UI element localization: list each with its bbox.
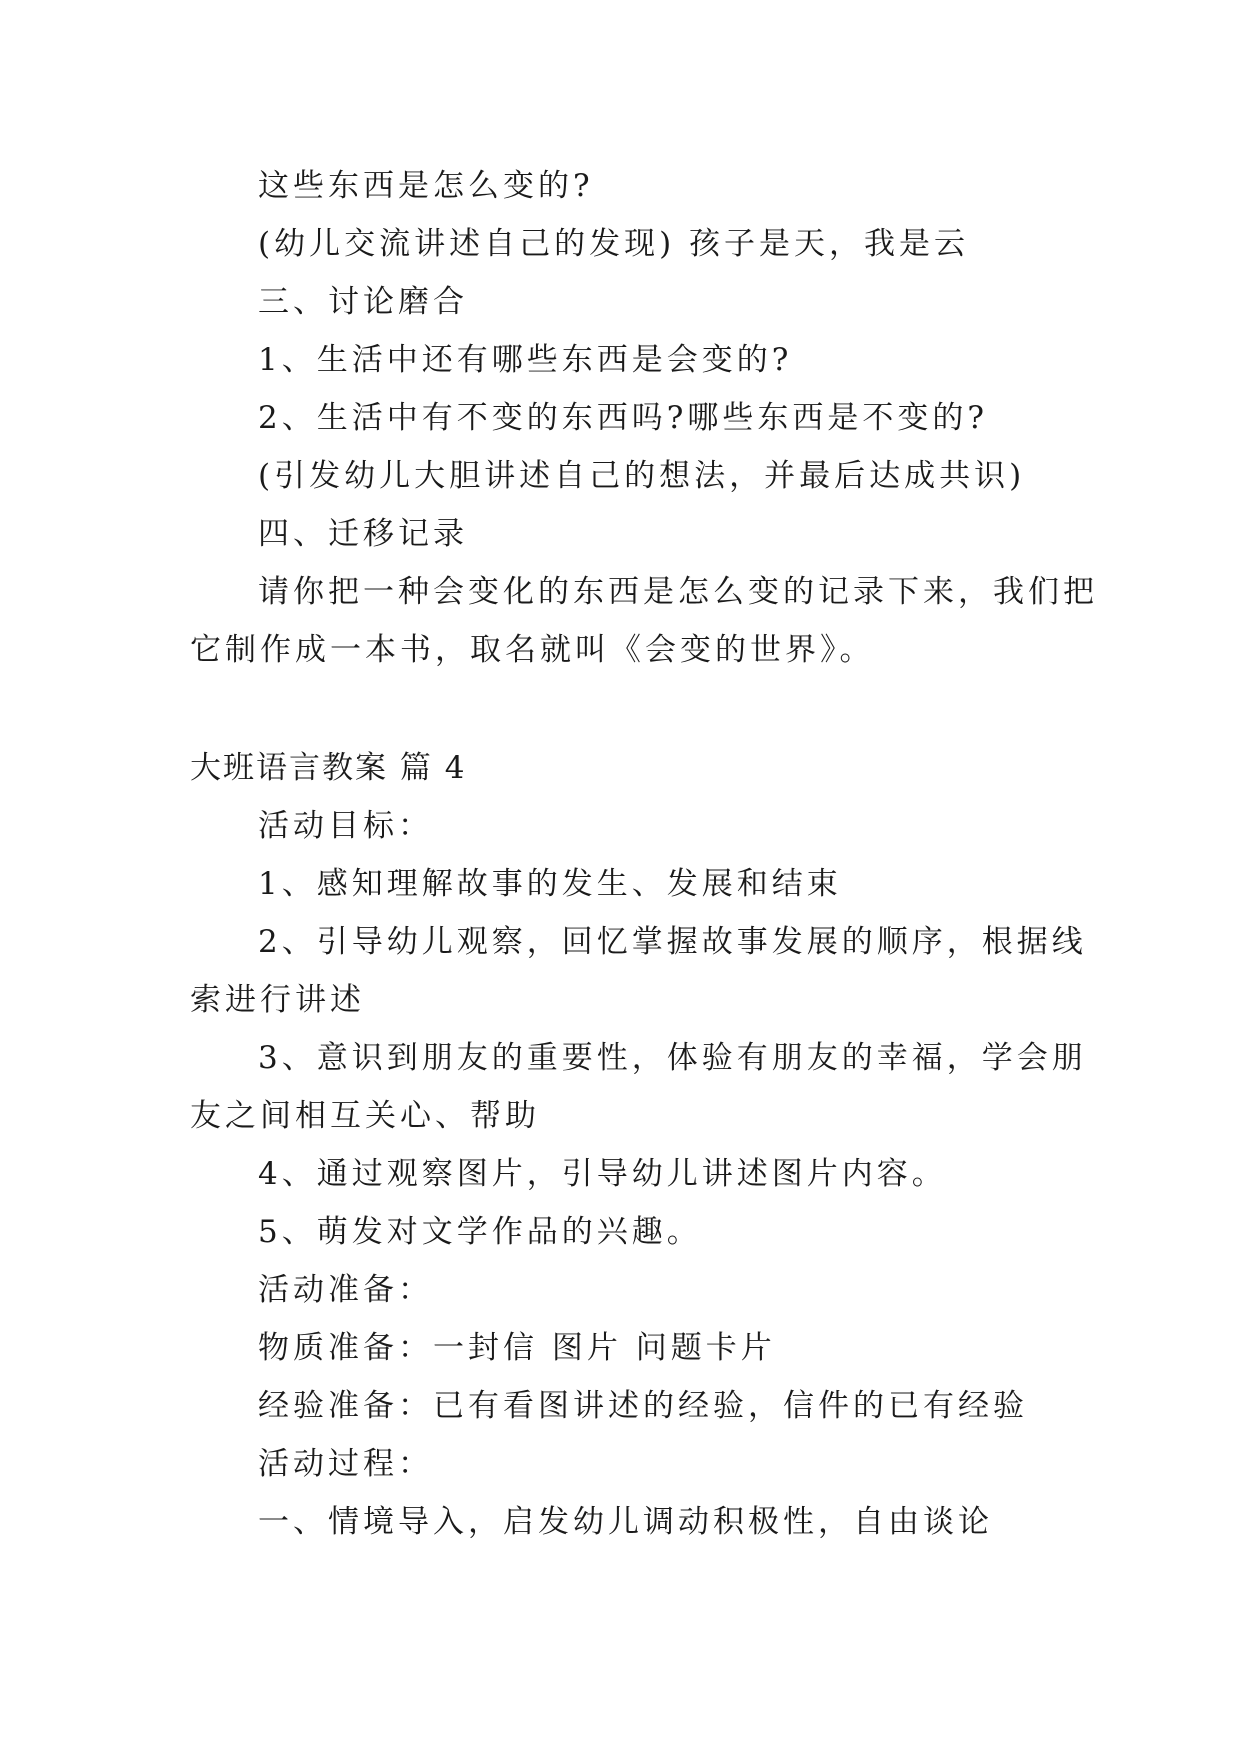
paragraph-line: 4、通过观察图片，引导幼儿讲述图片内容。	[258, 1156, 947, 1192]
paragraph-line: 四、迁移记录	[258, 516, 468, 552]
paragraph-line: (引发幼儿大胆讲述自己的想法，并最后达成共识)	[258, 458, 1026, 494]
paragraph-line: 活动过程：	[258, 1446, 433, 1482]
paragraph-line: 它制作成一本书，取名就叫《会变的世界》。	[190, 632, 875, 668]
paragraph-line: (幼儿交流讲述自己的发现) 孩子是天，我是云	[258, 226, 970, 262]
paragraph-line: 5、萌发对文学作品的兴趣。	[258, 1214, 702, 1250]
paragraph-line: 三、讨论磨合	[258, 284, 468, 320]
paragraph-line: 活动准备：	[258, 1272, 433, 1308]
paragraph-line: 经验准备：已有看图讲述的经验，信件的已有经验	[258, 1388, 1028, 1424]
paragraph-line: 这些东西是怎么变的?	[258, 168, 594, 204]
paragraph-line: 2、生活中有不变的东西吗?哪些东西是不变的?	[258, 400, 988, 436]
paragraph-line: 物质准备：一封信 图片 问题卡片	[258, 1330, 776, 1366]
paragraph-line: 3、意识到朋友的重要性，体验有朋友的幸福，学会朋	[258, 1040, 1087, 1076]
paragraph-line: 一、情境导入，启发幼儿调动积极性，自由谈论	[258, 1504, 993, 1540]
paragraph-line: 请你把一种会变化的东西是怎么变的记录下来，我们把	[258, 574, 1098, 610]
paragraph-line: 1、生活中还有哪些东西是会变的?	[258, 342, 793, 378]
paragraph-line: 1、感知理解故事的发生、发展和结束	[258, 866, 842, 902]
paragraph-line: 2、引导幼儿观察，回忆掌握故事发展的顺序，根据线	[258, 924, 1087, 960]
paragraph-line: 索进行讲述	[190, 982, 365, 1018]
paragraph-line: 活动目标：	[258, 808, 433, 844]
paragraph-line: 友之间相互关心、帮助	[190, 1098, 540, 1134]
section-title: 大班语言教案 篇 4	[190, 750, 467, 786]
